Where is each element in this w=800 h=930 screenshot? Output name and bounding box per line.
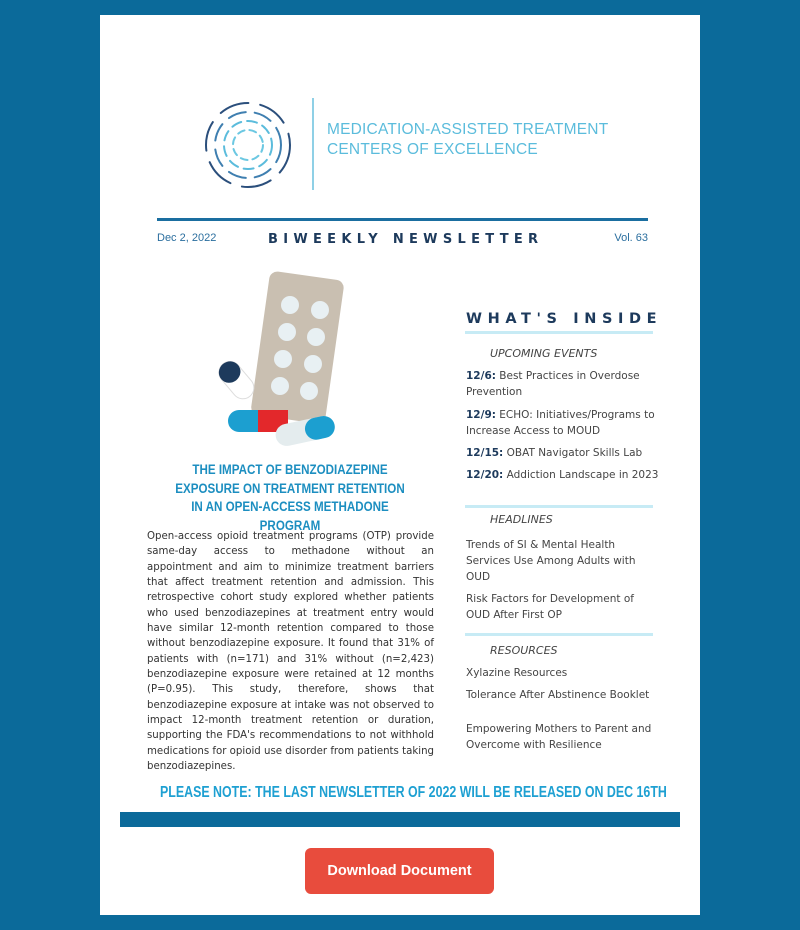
event-date: 12/6: xyxy=(466,370,496,382)
logo-icon xyxy=(200,95,300,195)
event-date: 12/9: xyxy=(466,409,496,421)
event-item[interactable] xyxy=(466,368,661,400)
header-rule xyxy=(157,218,648,221)
org-line-2: CENTERS OF EXCELLENCE xyxy=(327,141,538,158)
article-title: THE IMPACT OF BENZODIAZEPINE EXPOSURE ON TREATMENT RETENTION IN AN OPEN-ACCESS METHADONE PROGRAM xyxy=(175,462,405,533)
event-title: Best Practices in Overdose Prevention xyxy=(466,370,640,398)
logo-divider xyxy=(312,98,314,190)
footer-bar xyxy=(120,812,680,827)
volume-number: Vol. 63 xyxy=(614,232,648,244)
headline-link[interactable]: Risk Factors for Development of OUD After First OP xyxy=(466,593,634,621)
newsletter-title: BIWEEKLY NEWSLETTER xyxy=(268,232,544,247)
resources-heading: RESOURCES xyxy=(490,644,558,657)
resource-link[interactable]: Xylazine Resources xyxy=(466,667,568,679)
whats-inside-title: WHAT'S INSIDE xyxy=(466,311,663,327)
org-name xyxy=(327,120,608,160)
issue-date: Dec 2, 2022 xyxy=(157,232,217,244)
event-item[interactable] xyxy=(466,407,661,439)
divider xyxy=(465,505,653,508)
pills-illustration xyxy=(210,270,350,450)
resource-link[interactable]: Tolerance After Abstinence Booklet xyxy=(466,689,650,701)
download-document-button[interactable]: Download Document xyxy=(305,848,494,894)
upcoming-events-heading: UPCOMING EVENTS xyxy=(490,347,598,360)
event-item[interactable] xyxy=(466,445,661,461)
newsletter-page xyxy=(100,15,700,915)
event-title: Addiction Landscape in 2023 xyxy=(506,469,659,481)
headlines-heading: HEADLINES xyxy=(490,513,553,526)
event-title: ECHO: Initiatives/Programs to Increase Access to MOUD xyxy=(466,409,655,437)
event-date: 12/20: xyxy=(466,469,504,481)
event-date: 12/15: xyxy=(466,447,504,459)
event-title: OBAT Navigator Skills Lab xyxy=(506,447,643,459)
headline-link[interactable]: Trends of SI & Mental Health Services Use Among Adults with OUD xyxy=(466,539,636,583)
release-note: PLEASE NOTE: THE LAST NEWSLETTER OF 2022 WILL BE RELEASED ON DEC 16TH xyxy=(160,784,667,801)
event-item[interactable] xyxy=(466,467,661,483)
resource-link[interactable]: Empowering Mothers to Parent and Overcome with Resilience xyxy=(466,723,652,751)
divider xyxy=(465,633,653,636)
divider xyxy=(465,331,653,334)
article-body: Open-access opioid treatment programs (OTP) provide same-day access to methadone without an appointment and aim to minimize treatment barriers that affect treatment retention and admission. This retrospective cohort study explored whether patients who used benzodiazepines at treatment entry would have similar 12-month retention compared to those without benzodiazepine exposure. It found that 31% of patients with (n=171) and 31% without (n=2,423) benzodiazepine exposure were retained at 12 months (P=0.95). This study, therefore, shows that benzodiazepine exposure at intake was not observed to impact 12-month treatment retention or duration, supporting the FDA's recommendations to not withhold medications for opioid use disorder from patients taking benzodiazepines. xyxy=(147,531,434,773)
org-line-1: MEDICATION-ASSISTED TREATMENT xyxy=(327,121,609,138)
